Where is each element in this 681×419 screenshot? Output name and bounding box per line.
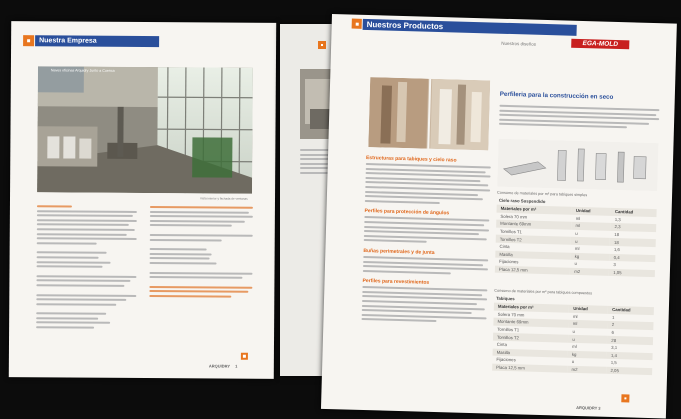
- section-square-icon: [23, 35, 34, 46]
- table-row: Tornillos T2 u 28: [493, 333, 653, 345]
- brochure-page-left: [9, 21, 276, 379]
- table-row: Fijaciones u 3: [499, 259, 616, 268]
- profiles-photo: [368, 77, 490, 150]
- table-header-cell: Unidad: [572, 207, 611, 216]
- table-row: Montante 69mm ml 2: [493, 318, 653, 330]
- header-subtitle: Nuestros diseños: [501, 40, 537, 47]
- table-row: Tornillos T1 u 18: [499, 228, 620, 238]
- table-row: Solera 70 mm ml 1,3: [500, 213, 621, 223]
- heading-tabiques: Estructuras para tabiques y cielo raso: [365, 155, 457, 164]
- table1-title: Cielo raso Suspendido: [498, 197, 546, 205]
- footer-square-icon: [241, 353, 248, 360]
- right-column-text: [149, 206, 253, 300]
- table2-title: Tabiques: [496, 295, 515, 302]
- right-footer-square-icon: [621, 394, 629, 402]
- materials-table-1: [495, 205, 657, 278]
- table-header-cell: Cantidad: [608, 306, 654, 315]
- table-row: Placa 12,5 mm m2 1,05: [495, 265, 655, 277]
- table-header-cell: Cantidad: [611, 208, 657, 217]
- metal-profiles-diagram: [497, 139, 658, 191]
- heading-bunas: Buñas perimetrales y de junta: [363, 247, 435, 256]
- table-row: Placa 12,5 mm m2 2,05: [492, 363, 652, 375]
- table1-caption: Consumo de materiales por m² para tabiques simples: [497, 190, 588, 198]
- section-square-icon-right: [352, 19, 362, 29]
- heading-angulos: Perfiles para protección de ángulos: [364, 208, 450, 217]
- left-page-footer: ARQUIDRY 1: [208, 363, 238, 369]
- photo-subcaption: Vista interior y fachada de ventanas: [199, 196, 248, 201]
- page-header-nuestros-productos: [363, 19, 577, 36]
- right-page-footer: ARQUIDRY 3: [576, 404, 601, 411]
- table-row: Cinta ml 3,1: [496, 341, 618, 351]
- page-header-nuestra-empresa: [35, 35, 159, 47]
- table-row: Masilla kg 1,4: [493, 348, 653, 360]
- header-title: Nuestra Empresa: [39, 37, 97, 45]
- table-row: Montante 69mm ml 2,3: [496, 220, 656, 232]
- photo-caption: [51, 68, 121, 73]
- table-header-cell: Materiales por m²: [497, 205, 573, 215]
- table-row: Tornillos T1 u 6: [497, 326, 615, 336]
- ega-mold-logo: EGA-MOLD: [571, 39, 629, 50]
- product-descriptions: [361, 155, 491, 326]
- table-row: Cinta ml 1,6: [499, 244, 620, 253]
- table-row: Solera 70 mm ml 1: [497, 311, 615, 320]
- table-row: Masilla kg 0,4: [495, 250, 655, 262]
- photo-caption-title: Naves oficinas Arquidry Junto a Cuenca: [50, 68, 115, 73]
- table-row: Fijaciones u 1,5: [496, 357, 617, 366]
- header-title-right: Nuestros Productos: [366, 19, 444, 32]
- table-header-cell: Unidad: [569, 305, 608, 314]
- left-column-text: [36, 205, 137, 331]
- intro-text: [499, 105, 660, 132]
- table2-caption: Consumo de materiales por m² para tabiques compuestos: [494, 288, 593, 296]
- table-row: Tornillos T2 u 18: [496, 235, 656, 247]
- brochure-page-right: [321, 14, 677, 418]
- section-square-icon-middle: [318, 41, 326, 49]
- office-interior-photo: [37, 66, 253, 193]
- materials-table-2: [492, 303, 654, 376]
- section-title: Perfileria para la construcción en seco: [499, 90, 614, 101]
- heading-revestimientos: Perfiles para revestimientos: [362, 278, 430, 287]
- table-header-cell: Materiales por m²: [494, 303, 570, 313]
